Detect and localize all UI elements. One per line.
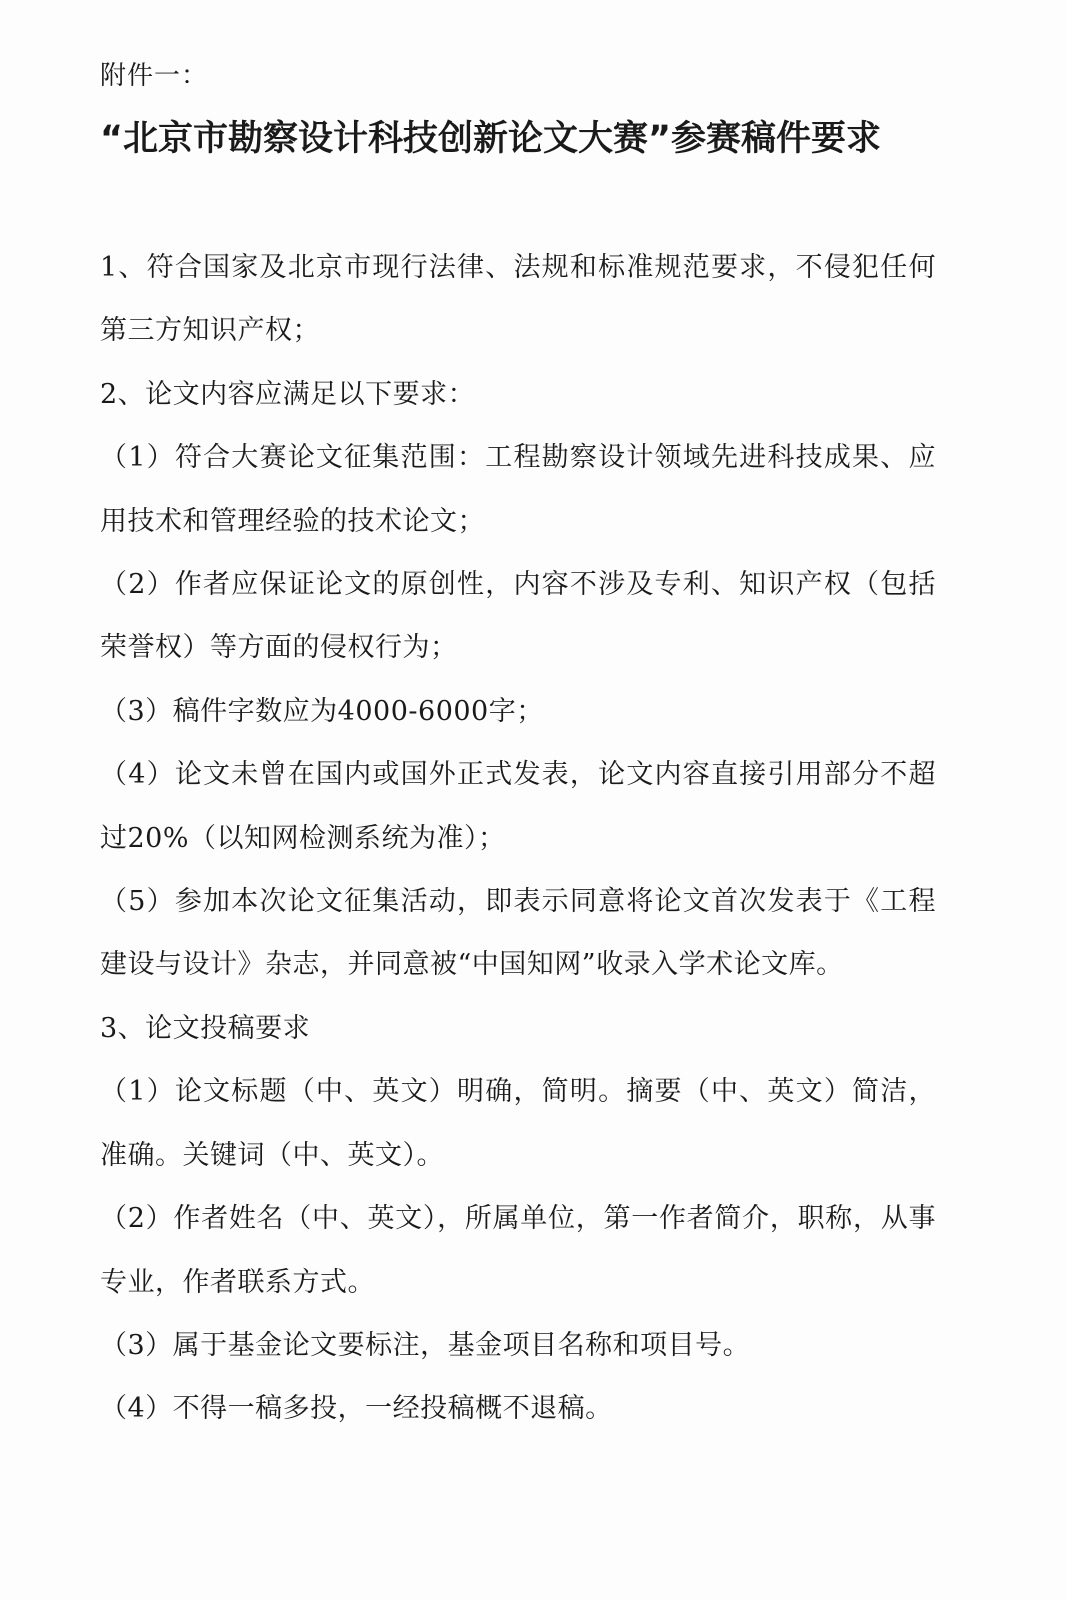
paragraph-2-1: （1）符合大赛论文征集范围：工程勘察设计领域先进科技成果、应用技术和管理经验的技术论文； <box>100 442 936 537</box>
paragraph-3-4: （4）不得一稿多投，一经投稿概不退稿。 <box>100 1393 613 1425</box>
paragraph-3-3: （3）属于基金论文要标注，基金项目名称和项目号。 <box>100 1329 751 1361</box>
paragraph-3: 3、论文投稿要求 <box>100 1012 311 1044</box>
document-title: “北京市勘察设计科技创新论文大赛”参赛稿件要求 <box>100 119 882 159</box>
paragraph-3-1: （1）论文标题（中、英文）明确，简明。摘要（中、英文）简洁，准确。关键词（中、英文）。 <box>100 1076 936 1171</box>
paragraph-2-3: （3）稿件字数应为4000-6000字； <box>100 695 544 727</box>
paragraph-2-5: （5）参加本次论文征集活动，即表示同意将论文首次发表于《工程建设与设计》杂志，并同意被“中国知网”收录入学术论文库。 <box>100 886 936 981</box>
paragraph-1: 1、符合国家及北京市现行法律、法规和标准规范要求，不侵犯任何第三方知识产权； <box>100 252 936 347</box>
paragraph-2-2: （2）作者应保证论文的原创性，内容不涉及专利、知识产权（包括荣誉权）等方面的侵权行为； <box>100 569 936 664</box>
paragraph-2: 2、论文内容应满足以下要求： <box>100 378 476 410</box>
paragraph-2-4: （4）论文未曾在国内或国外正式发表，论文内容直接引用部分不超过20%（以知网检测系统为准）； <box>100 759 936 854</box>
attachment-label: 附件一： <box>100 61 209 91</box>
paragraph-3-2: （2）作者姓名（中、英文），所属单位，第一作者简介，职称，从事专业，作者联系方式。 <box>100 1203 936 1298</box>
document-body <box>100 236 936 1441</box>
